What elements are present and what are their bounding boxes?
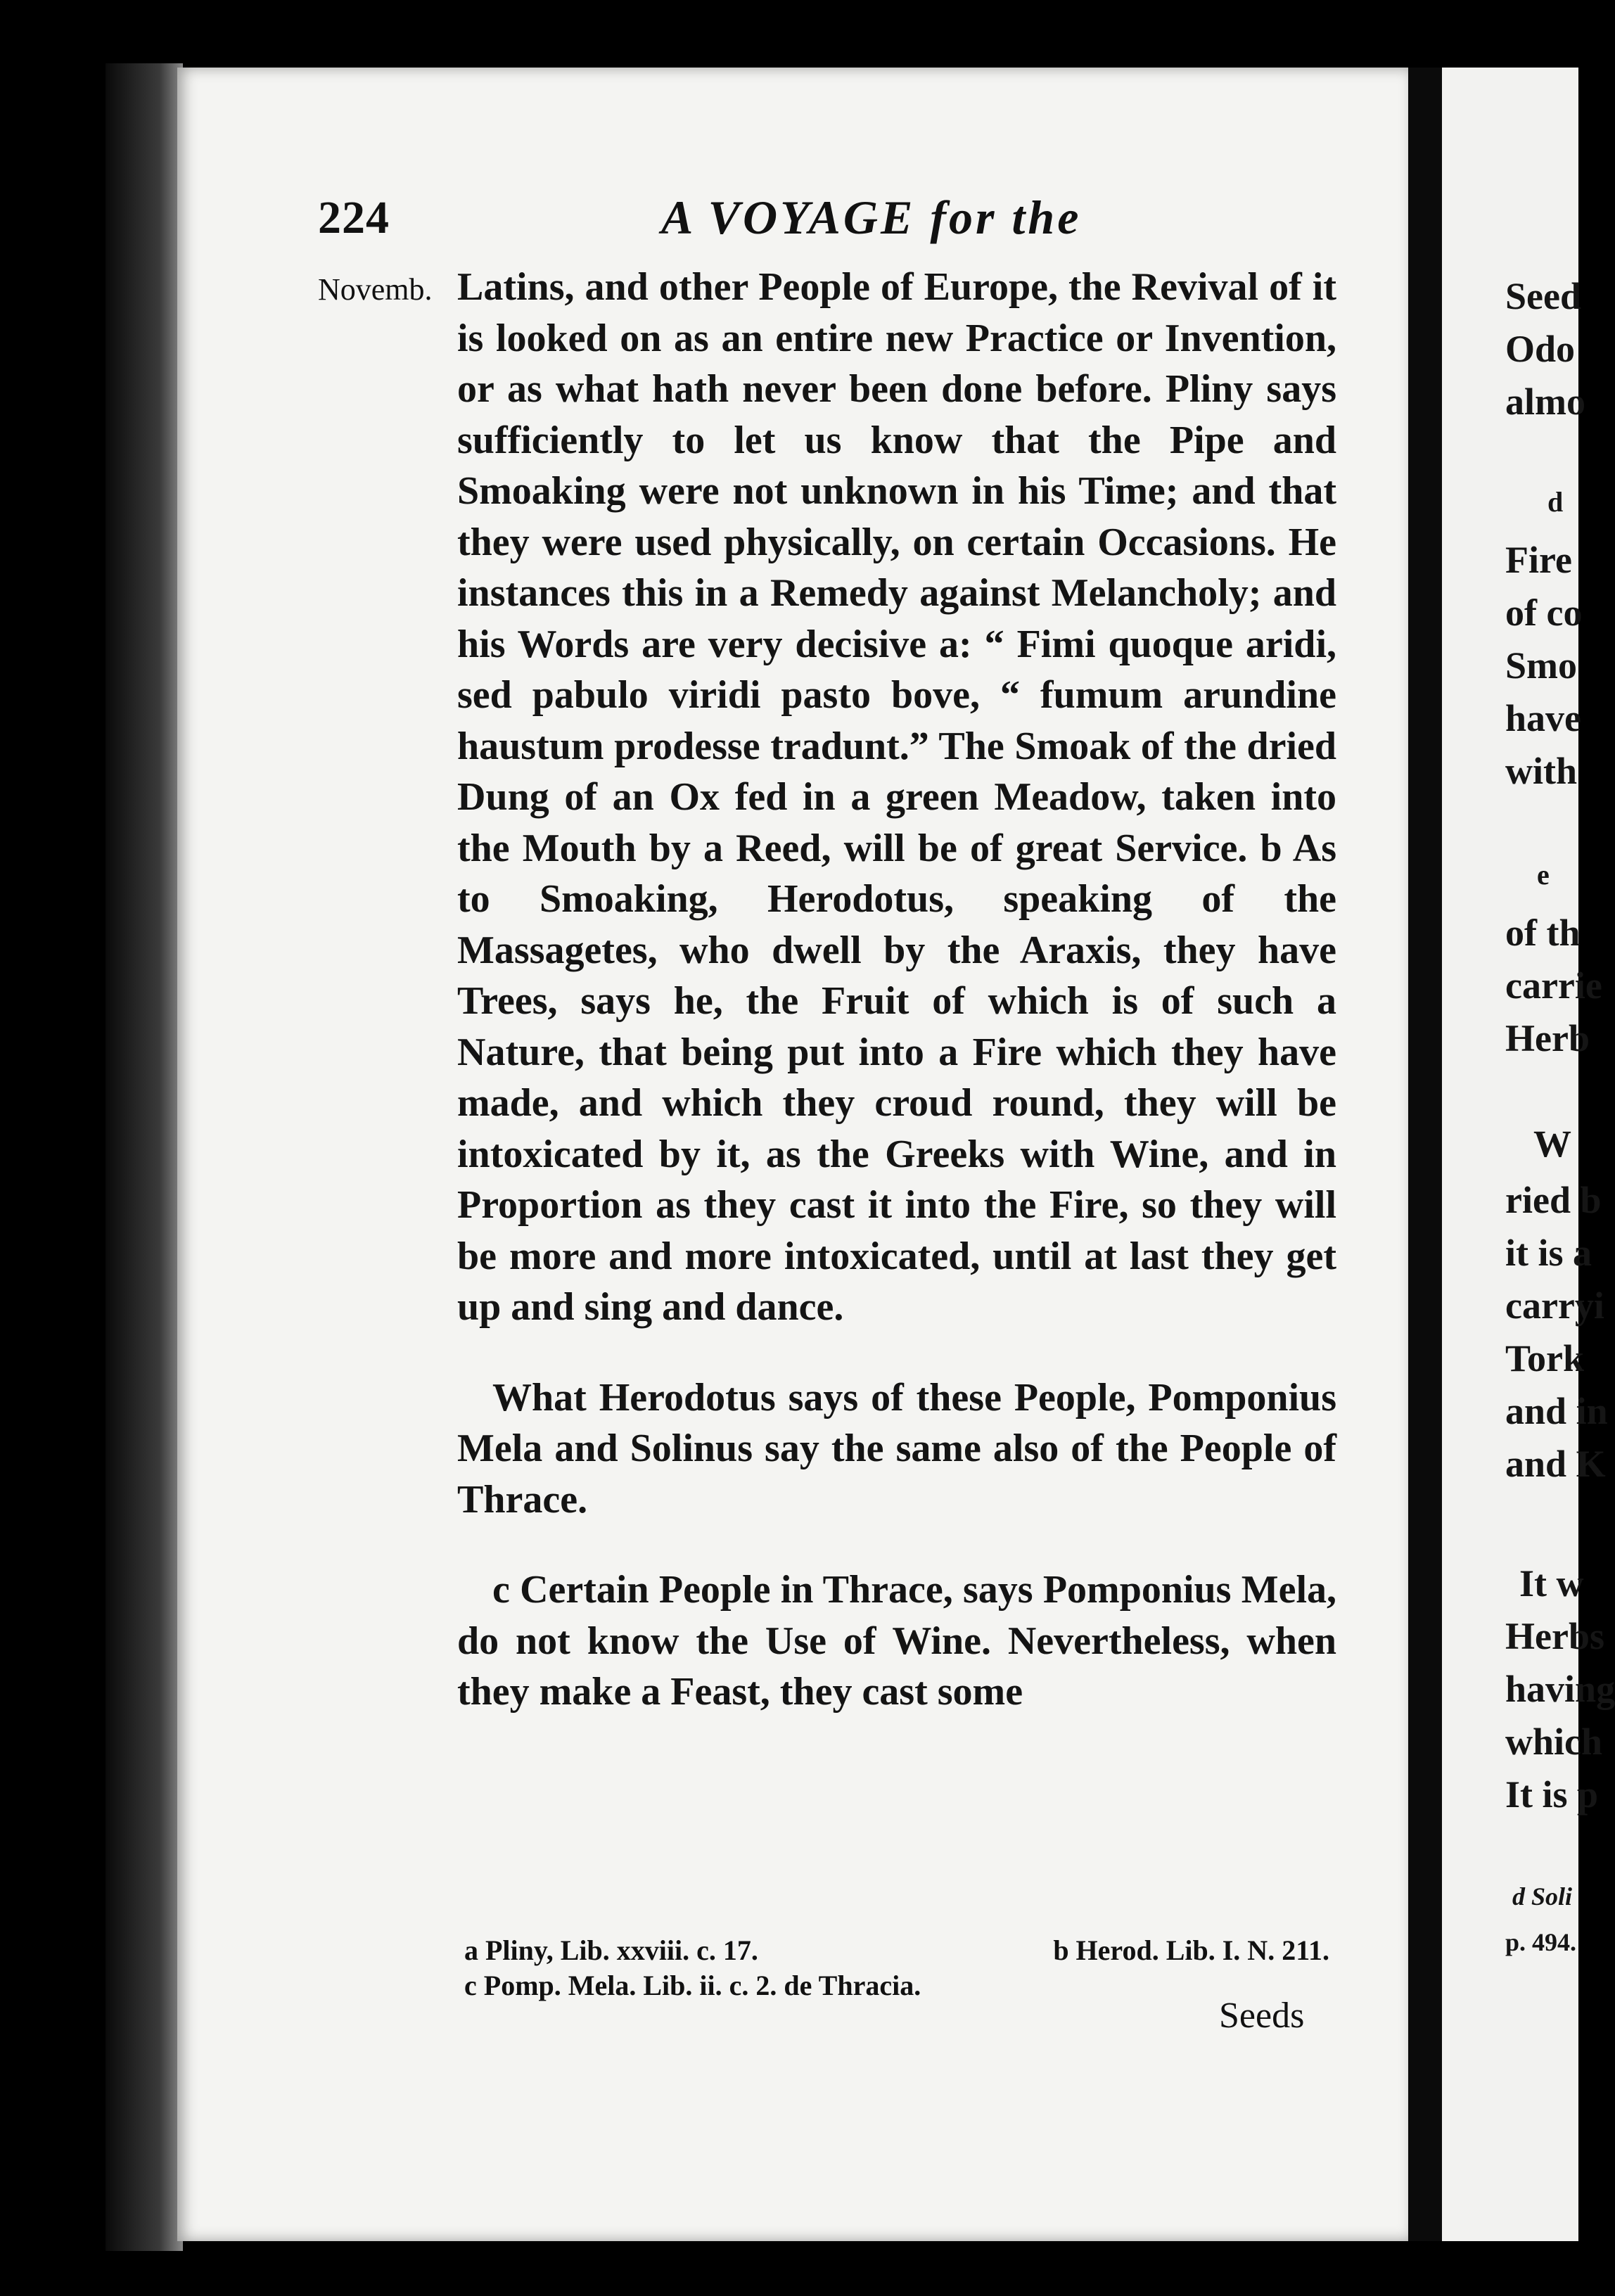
right-fragment: have [1505, 697, 1581, 739]
right-fragment: d [1547, 486, 1564, 518]
right-fragment: it is a [1505, 1232, 1592, 1274]
right-fragment: and K [1505, 1443, 1606, 1485]
right-fragment: ried b [1505, 1179, 1602, 1221]
body-text [457, 262, 1336, 1718]
right-fragment: carryi [1505, 1284, 1604, 1327]
right-fragment: p. 494. [1505, 1928, 1577, 1956]
right-fragment: of th [1505, 912, 1581, 954]
right-fragment: Seed [1505, 275, 1581, 317]
footnote-c: c Pomp. Mela. Lib. ii. c. 2. de Thracia. [464, 1970, 921, 2001]
right-fragment: carrie [1505, 964, 1602, 1007]
right-fragment: with [1505, 750, 1578, 792]
paragraph-1: Latins, and other People of Europe, the Revival of it is looked on as an entire new Practice or Invention, or as what hath never been done before. Pliny says sufficiently to let us know that the Pipe and Smoaking were not unknown in his Time; and that they were used physically, on certain Occasions. He instances this in a Remedy against Melancholy; and his Words are very decisive a: “ Fimi quoque aridi, sed pabulo viridi pasto bove, “ fumum arundine haustum prodesse tradunt.” The Smoak of the dried Dung of an Ox fed in a green Meadow, taken into the Mouth by a Reed, will be of great Service. b As to Smoaking, Herodotus, speaking of the Massagetes, who dwell by the Araxis, they have Trees, says he, the Fruit of which is of such a Nature, that being put into a Fire which they have made, and which they croud round, they will be intoxicated by it, as the Greeks with Wine, and in Proportion as they cast it into the Fire, so they will be more and more intoxicated, until at last they get up and sing and dance. [457, 265, 1336, 1329]
right-fragment: Herb [1505, 1017, 1590, 1059]
page-gutter [1408, 68, 1442, 2241]
footnotes [464, 1933, 1329, 2003]
page-number: 224 [318, 192, 390, 243]
right-fragment: Smo [1505, 644, 1578, 687]
right-fragment: Odo [1505, 328, 1576, 370]
footnote-a: a Pliny, Lib. xxviii. c. 17. [464, 1934, 758, 1966]
right-fragment: having [1505, 1668, 1615, 1710]
right-fragment: W [1533, 1123, 1571, 1165]
paragraph-2: What Herodotus says of these People, Pomponius Mela and Solinus say the same also of the People of Thrace. [457, 1375, 1336, 1522]
right-fragment: It is p [1505, 1773, 1599, 1816]
right-fragment: Fire [1505, 539, 1572, 581]
catchword: Seeds [1219, 1996, 1305, 2036]
right-fragment: which [1505, 1721, 1603, 1763]
book-binding-shadow [106, 63, 183, 2251]
right-fragment: e [1537, 859, 1550, 891]
paragraph-3: c Certain People in Thrace, says Pomponius Mela, do not know the Use of Wine. Nevertheless, when they make a Feast, they cast some [457, 1568, 1336, 1714]
footnote-b: b Herod. Lib. I. N. 211. [1053, 1934, 1329, 1966]
right-fragment: It w [1519, 1562, 1584, 1605]
right-fragment: Tork [1505, 1337, 1585, 1379]
right-fragment: and in [1505, 1390, 1608, 1432]
running-title: A VOYAGE for the [661, 191, 1082, 244]
right-fragment: almo [1505, 381, 1585, 423]
right-fragment: d Soli [1512, 1882, 1573, 1911]
margin-note: Novemb. [318, 272, 433, 307]
right-fragment: of co [1505, 592, 1583, 634]
right-fragment: Herbs [1505, 1615, 1604, 1657]
